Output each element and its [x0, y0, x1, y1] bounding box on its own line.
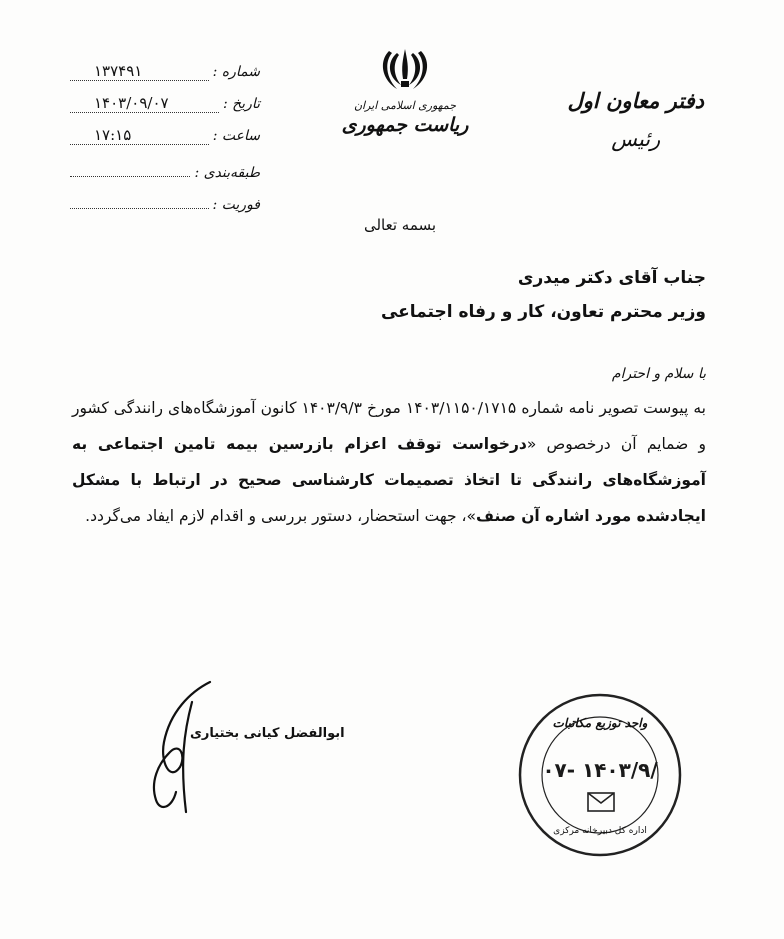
office-subtitle: رئیس — [611, 127, 661, 151]
meta-date — [70, 94, 260, 126]
meta-number — [70, 62, 260, 94]
office-header — [567, 88, 704, 151]
signer-name: ابوالفضل کیانی بختیاری — [190, 726, 345, 741]
body-part-1: به پیوست تصویر نامه شماره ۱۴۰۳/۱۱۵۰/۱۷۱۵ مورخ ۱۴۰۳/۹/۳ کانون آموزشگاه‌های رانندگی کشور و ضمایم آن درخصوص « — [72, 399, 706, 453]
meta-number-value: ۱۳۷۴۹۱ — [70, 62, 209, 81]
stamp-date: ۰۷- ۱۴۰۳/۹/ — [542, 758, 658, 782]
meta-date-value: ۱۴۰۳/۰۹/۰۷ — [70, 94, 219, 113]
meta-urgency-value — [70, 190, 209, 209]
office-stamp — [515, 690, 685, 860]
recipient-name: جناب آقای دکتر میدری — [517, 268, 706, 288]
meta-classification-value — [70, 158, 190, 177]
letter-body — [72, 390, 706, 534]
meta-time-label: ساعت : — [212, 128, 260, 144]
body-bold: درخواست توقف اعزام بازرسین بیمه تامین اجتماعی به آموزشگاه‌های رانندگی تا اتخاذ تصمیمات کارشناسی صحیح در ارتباط با مشکل ایجادشده مورد اشاره آن صنف — [72, 435, 706, 525]
meta-time — [70, 126, 260, 158]
republic-label: جمهوری اسلامی ایران — [353, 99, 457, 112]
signature-icon — [140, 672, 220, 822]
recipient-title: وزیر محترم تعاون، کار و رفاه اجتماعی — [380, 302, 706, 322]
meta-number-label: شماره : — [212, 64, 260, 80]
greeting: با سلام و احترام — [611, 366, 706, 382]
envelope-icon — [587, 792, 615, 812]
body-part-2: »، جهت استحضار، دستور بررسی و اقدام لازم ایفاد می‌گردد. — [85, 507, 477, 525]
meta-classification — [70, 158, 260, 190]
meta-urgency-label: فوریت : — [212, 197, 260, 213]
recipient-block — [381, 268, 706, 336]
presidency-label: ریاست جمهوری — [341, 114, 469, 136]
meta-date-label: تاریخ : — [222, 96, 260, 112]
stamp-bottom-text: اداره کل دبیرخانه مرکزی — [553, 826, 647, 836]
office-title: دفتر معاون اول — [567, 88, 704, 113]
meta-urgency — [70, 190, 260, 222]
letter-meta — [70, 62, 260, 222]
stamp-unit: واحد توزیع مکاتبات — [552, 716, 648, 730]
bismillah: بسمه تعالی — [363, 216, 437, 234]
letterhead — [335, 45, 475, 136]
meta-time-value: ۱۷:۱۵ — [70, 126, 209, 145]
iran-emblem-icon — [379, 45, 431, 93]
meta-classification-label: طبقه‌بندی : — [194, 165, 260, 181]
